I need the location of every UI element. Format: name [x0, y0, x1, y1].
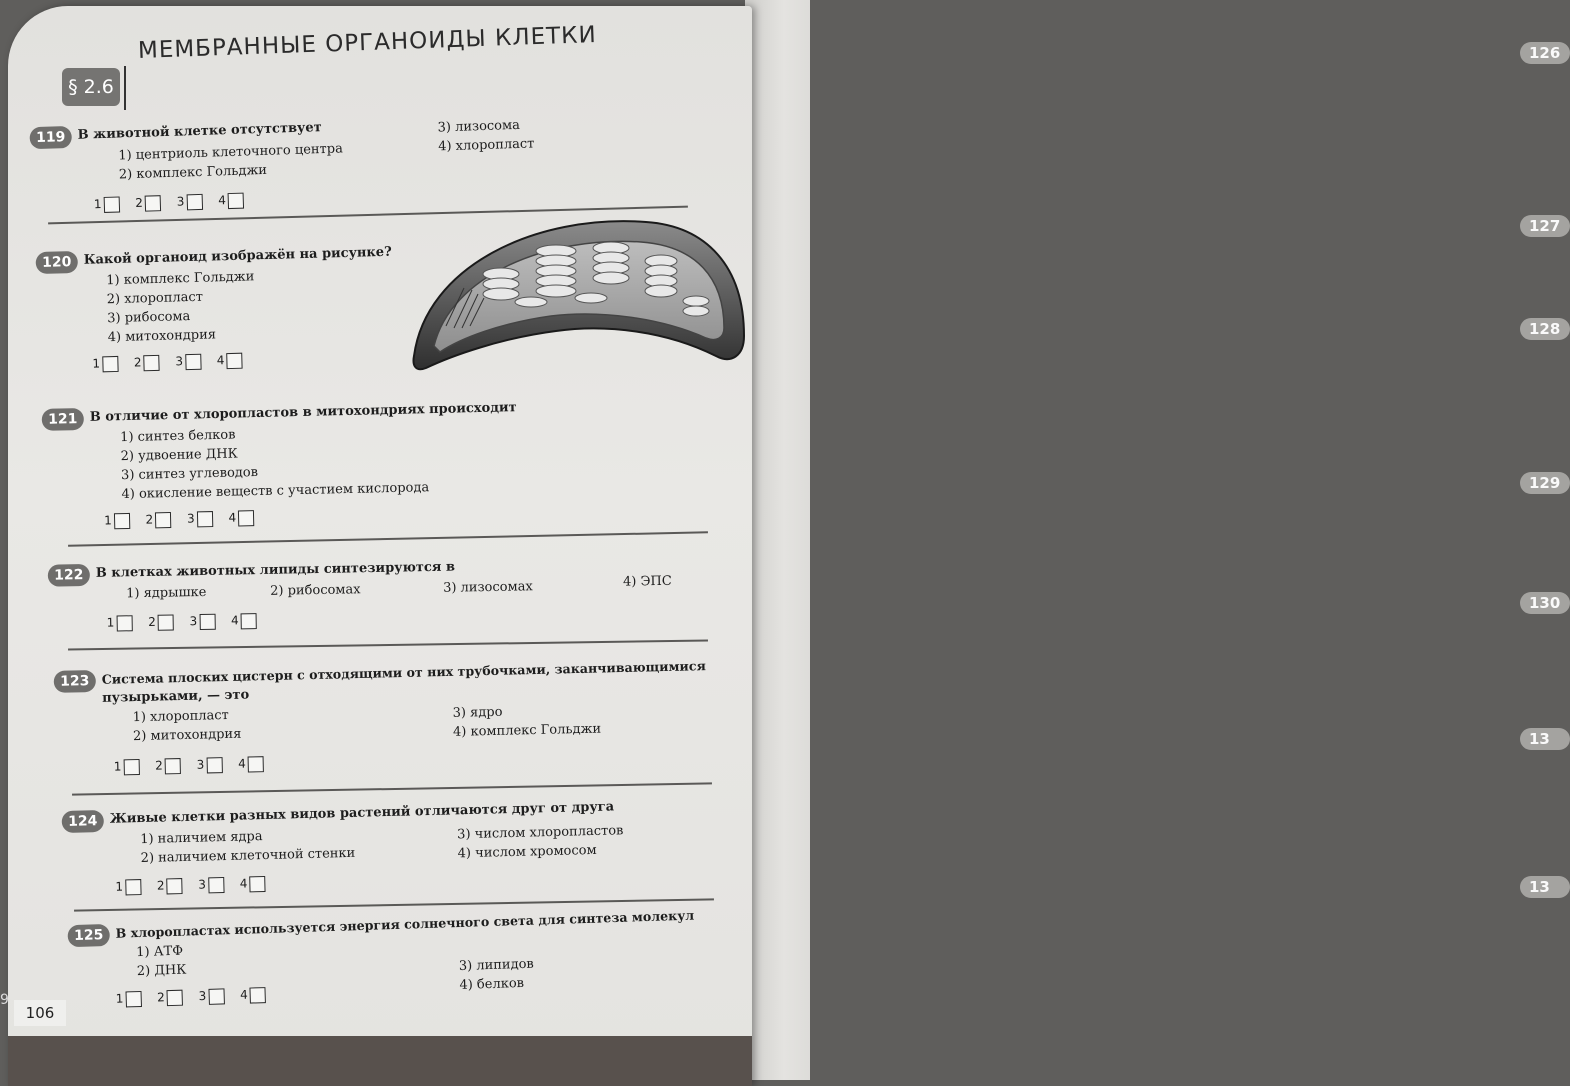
question-number-badge: 124: [62, 810, 105, 833]
answer-checkbox[interactable]: [165, 758, 181, 774]
answer-checkbox[interactable]: [196, 511, 212, 527]
answer-checkbox[interactable]: [123, 758, 139, 774]
answer-option: 2) удвоение ДНК: [120, 446, 238, 465]
question-text: В клетках животных липиды синтезируются в: [95, 559, 456, 581]
answer-boxes: [115, 874, 277, 897]
question-text: В отличие от хлоропластов в митохондриях происходит: [89, 400, 517, 425]
box-label: 1: [106, 615, 115, 630]
question-124: [62, 793, 804, 921]
answer-option: 3) липидов: [458, 956, 534, 974]
answer-option: 2) ДНК: [136, 962, 187, 980]
workbook-page: [8, 6, 752, 1086]
answer-option: 4) окисление веществ с участием кислорода: [121, 480, 430, 503]
answer-option: 4) числом хромосом: [457, 842, 597, 862]
answer-checkbox[interactable]: [228, 192, 244, 208]
answer-option: 3) лизосомах: [442, 579, 533, 596]
answer-option: 3) лизосома: [437, 117, 521, 136]
box-label: 2: [135, 195, 144, 210]
neighbour-tab: 13: [1520, 876, 1570, 898]
mitochondrion-illustration: [406, 206, 751, 376]
box-label: 4: [239, 987, 248, 1002]
answer-checkbox[interactable]: [238, 510, 254, 526]
answer-option: 4) митохондрия: [107, 327, 217, 346]
question-number-badge: 119: [29, 126, 72, 149]
answer-option: 3) синтез углеводов: [120, 465, 259, 484]
answer-option: 1) ядрышке: [126, 584, 207, 602]
question-number-badge: 125: [67, 924, 110, 947]
answer-boxes: [115, 985, 278, 1009]
answer-option: 4) комплекс Гольджи: [452, 721, 602, 740]
question-number-badge: 120: [35, 251, 78, 274]
answer-option: 1) синтез белков: [120, 427, 236, 446]
answer-option: 2) наличием клеточной стенки: [140, 845, 356, 867]
answer-checkbox[interactable]: [208, 877, 224, 893]
question-number-badge: 123: [54, 670, 96, 693]
answer-checkbox[interactable]: [206, 757, 222, 773]
box-label: 4: [228, 510, 237, 525]
answer-checkbox[interactable]: [114, 512, 130, 528]
answer-option: 2) хлоропласт: [106, 289, 204, 308]
answer-option: 1) наличием ядра: [140, 829, 263, 848]
answer-checkbox[interactable]: [155, 512, 171, 528]
answer-option: 2) рибосомах: [270, 582, 361, 599]
question-125: [67, 902, 810, 1035]
question-text: В животной клетке отсутствует: [77, 120, 322, 143]
answer-boxes: [94, 190, 257, 214]
answer-option: 2) комплекс Гольджи: [118, 162, 268, 183]
question-text-continued: пузырьками, — это: [102, 687, 250, 706]
box-label: 4: [239, 876, 248, 891]
answer-option: 4) ЭПС: [622, 573, 672, 590]
box-label: 1: [113, 759, 122, 774]
answer-option: 1) комплекс Гольджи: [106, 269, 255, 289]
box-label: 1: [93, 197, 102, 212]
question-separator: [72, 782, 712, 795]
neighbour-tab: 126: [1520, 42, 1570, 64]
question-number-badge: 122: [48, 564, 90, 587]
answer-option: 1) центриоль клеточного центра: [118, 141, 344, 164]
section-number-badge: § 2.6: [62, 68, 120, 106]
box-label: 2: [133, 355, 142, 370]
neighbour-tab: 129: [1520, 472, 1570, 494]
question-separator: [68, 531, 708, 546]
answer-checkbox[interactable]: [125, 990, 141, 1006]
question-text: Живые клетки разных видов растений отличаются друг от друга: [109, 799, 615, 827]
section-divider: [124, 66, 126, 110]
answer-checkbox[interactable]: [249, 987, 265, 1003]
box-label: 1: [115, 991, 124, 1006]
question-text: Система плоских цистерн с отходящими от них трубочками, заканчивающимися: [101, 658, 706, 687]
box-label: 3: [196, 757, 205, 772]
question-121: [42, 392, 784, 528]
box-label: 4: [217, 193, 227, 208]
answer-option: 2) митохондрия: [132, 726, 242, 745]
answer-checkbox[interactable]: [208, 988, 224, 1004]
answer-checkbox[interactable]: [186, 193, 202, 209]
answer-checkbox[interactable]: [167, 989, 183, 1005]
box-label: 4: [237, 756, 246, 771]
answer-option: 1) хлоропласт: [132, 707, 229, 726]
box-label: 2: [156, 878, 165, 893]
box-label: 3: [189, 614, 198, 629]
box-label: 3: [175, 354, 184, 369]
neighbour-tab: 130: [1520, 592, 1570, 614]
answer-option: 3) числом хлоропластов: [457, 823, 624, 843]
box-label: 1: [92, 356, 101, 371]
answer-boxes: [104, 508, 266, 531]
box-label: 2: [145, 512, 154, 527]
box-label: 1: [115, 879, 124, 894]
box-label: 3: [198, 988, 207, 1004]
question-text: В хлоропластах используется энергия солнечного света для синтеза молекул: [115, 907, 695, 941]
box-label: 3: [186, 511, 195, 526]
neighbour-tab: 128: [1520, 318, 1570, 340]
answer-checkbox[interactable]: [116, 615, 132, 631]
box-label: 4: [216, 353, 225, 368]
answer-checkbox[interactable]: [166, 878, 182, 894]
answer-checkbox[interactable]: [145, 195, 161, 211]
answer-checkbox[interactable]: [143, 354, 159, 370]
neighbour-tab: 13: [1520, 728, 1570, 750]
box-label: 1: [103, 513, 112, 528]
answer-boxes: [114, 754, 276, 777]
answer-checkbox[interactable]: [241, 613, 257, 629]
answer-option: 1) АТФ: [136, 943, 184, 961]
answer-checkbox[interactable]: [185, 353, 201, 369]
box-label: 3: [198, 877, 207, 892]
answer-option: 4) хлоропласт: [437, 136, 535, 155]
answer-checkbox[interactable]: [125, 879, 141, 895]
answer-boxes: [107, 611, 269, 633]
page-bottom-shadow: [8, 1036, 752, 1086]
answer-checkbox[interactable]: [102, 355, 118, 371]
answer-option: 3) рибосома: [107, 309, 191, 327]
answer-checkbox[interactable]: [103, 196, 119, 212]
edge-page-number: 9: [0, 992, 9, 1008]
answer-checkbox[interactable]: [158, 614, 174, 630]
section-title: МЕМБРАННЫЕ ОРГАНОИДЫ КЛЕТКИ: [137, 21, 598, 64]
answer-boxes: [92, 350, 254, 373]
box-label: 2: [155, 758, 163, 773]
answer-option: 3) ядро: [452, 704, 503, 721]
page-number: 106: [14, 1000, 66, 1026]
question-number-badge: 121: [42, 408, 84, 431]
box-label: 2: [156, 990, 166, 1005]
box-label: 2: [148, 614, 156, 629]
answer-checkbox[interactable]: [226, 352, 242, 368]
question-123: [54, 654, 796, 781]
answer-checkbox[interactable]: [199, 613, 215, 629]
box-label: 3: [176, 194, 185, 209]
answer-checkbox[interactable]: [249, 876, 265, 892]
answer-checkbox[interactable]: [248, 756, 264, 772]
neighbour-tab: 127: [1520, 215, 1570, 237]
answer-option: 4) белков: [459, 975, 525, 993]
question-text: Какой органоид изображён на рисунке?: [83, 244, 392, 268]
box-label: 4: [230, 613, 239, 628]
